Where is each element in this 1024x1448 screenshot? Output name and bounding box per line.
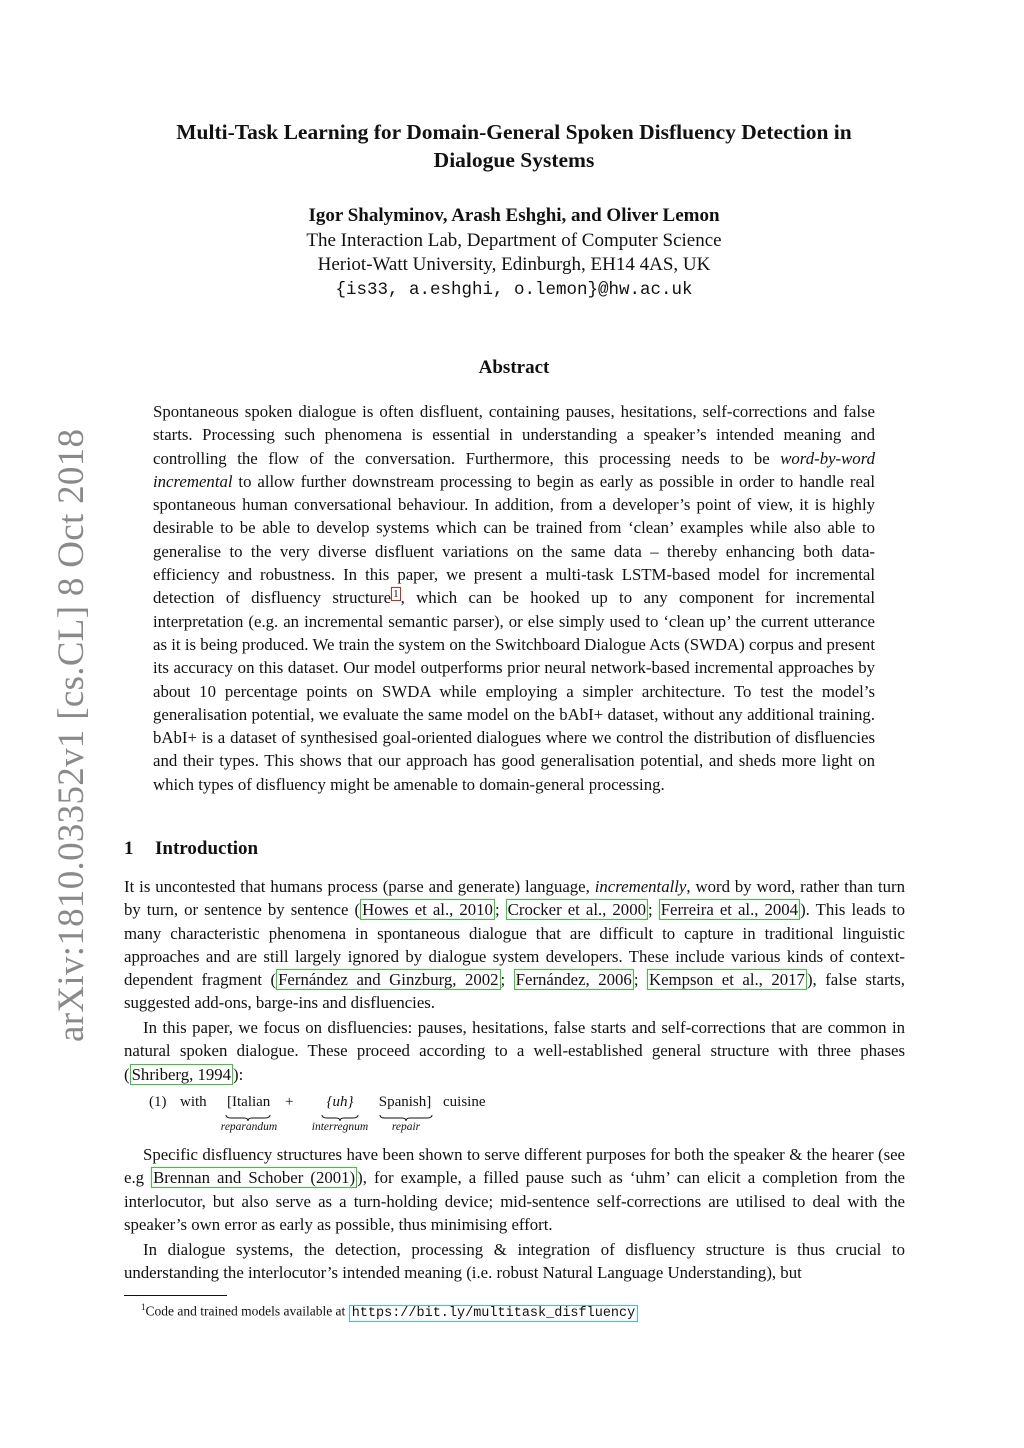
- citation-link[interactable]: Brennan and Schober (2001): [153, 1168, 356, 1188]
- footnote-divider: [124, 1295, 227, 1296]
- text: ), false starts, suggested add-ons, barge-ins and disfluencies.: [124, 970, 905, 1013]
- text: It is uncontested that humans process (parse and generate) language,: [124, 877, 595, 896]
- text: ;: [633, 970, 647, 990]
- repair-segment: Spanish]: [378, 1094, 432, 1110]
- footnote-link[interactable]: 1: [393, 588, 399, 601]
- interregnum-segment: {uh}: [326, 1094, 354, 1110]
- abstract-text-1: Spontaneous spoken dialogue is often disfluent, containing pauses, hesitations, self-corrections and false starts. Processing such phenomena is essential in understanding a speaker’s intended meaning and controlling the flow of the conversation. Furthermore, this processing needs to be: [153, 402, 875, 468]
- citation-link[interactable]: Shriberg, 1994: [131, 1064, 232, 1084]
- text: Specific disfluency structures have been shown to serve different purposes for both the speaker & the hearer (see e.g: [124, 1145, 905, 1188]
- text: In this paper, we focus on disfluencies: pauses, hesitations, false starts and self-corrections that are common in natural spoken dialogue. These proceed according to a well-established general structure with three phases (: [124, 1018, 905, 1084]
- text: , word by word, rather than turn by turn, or sentence by sentence (: [124, 877, 905, 920]
- abstract-text-3: , which can be hooked up to any component for incremental interpretation (e.g. an incremental semantic parser), or else simply used to ‘clean up’ the current utterance as it is being produced. We train the system on the Switchboard Dialogue Acts (SWDA) corpus and present its accuracy on this dataset. Our model outperforms prior neural network-based incremental approaches by about 10 percentage points on SWDA while employing a simpler architecture. To test the model’s generalisation potential, we evaluate the same model on the bAbI+ dataset, without any additional training. bAbI+ is a dataset of synthesised goal-oriented dialogues where we control the distribution of disfluencies and their types. This shows that our approach has good generalisation potential, and sheds more light on which types of disfluency might be amenable to domain-general processing.: [153, 588, 875, 794]
- section-heading-introduction: [124, 838, 258, 860]
- intro-paragraph-3: [124, 1143, 905, 1236]
- intro-paragraph-2: [124, 1016, 905, 1086]
- footnote: [141, 1297, 638, 1324]
- author-names: Igor Shalyminov, Arash Eshghi, and Oliver Lemon: [308, 205, 720, 226]
- example-disfluency: [149, 1090, 649, 1140]
- paper-title: [118, 118, 910, 174]
- reparandum-segment: [Italian: [227, 1094, 271, 1110]
- citation-link[interactable]: Fernández and Ginzburg, 2002: [278, 970, 499, 990]
- intro-paragraph-4: In dialogue systems, the detection, processing & integration of disfluency structure is thus crucial to understanding the interlocutor’s intended meaning (i.e. robust Natural Language Understanding), but: [124, 1240, 905, 1283]
- label-interregnum: interregnum: [311, 1121, 369, 1133]
- affiliation-line-1: The Interaction Lab, Department of Computer Science: [306, 229, 722, 251]
- author-emails: {is33, a.eshghi, o.lemon}@hw.ac.uk: [335, 279, 693, 300]
- example-number: (1): [149, 1094, 167, 1110]
- text: ;: [494, 900, 506, 920]
- arxiv-identifier: arXiv:1810.03352v1 [cs.CL] 8 Oct 2018: [51, 428, 92, 1042]
- footnote-mark: 1: [141, 1302, 146, 1312]
- title-line-1: Multi-Task Learning for Domain-General Spoken Disfluency Detection in: [176, 120, 852, 144]
- author-block: [118, 204, 910, 302]
- section-number: 1: [124, 838, 134, 859]
- affiliation-line-2: Heriot-Watt University, Edinburgh, EH14 4AS, UK: [317, 254, 711, 275]
- emphasis: incrementally: [594, 877, 687, 896]
- example-word: with: [180, 1094, 207, 1110]
- intro-paragraph-1: [124, 875, 905, 1015]
- abstract-emphasis: word-by-word incremental: [153, 448, 875, 491]
- citation-link[interactable]: Crocker et al., 2000: [507, 900, 646, 920]
- text: ):: [233, 1064, 244, 1084]
- abstract-text-2: to allow further downstream processing to begin as early as possible in order to handle real spontaneous human conversational behaviour. In addition, from a developer’s point of view, it is highly desirable to be able to develop systems which can be trained from ‘clean’ examples while also able to generalise to the very diverse disfluent variations on the same data – thereby enhancing both data-efficiency and robustness. In this paper, we present a multi-task LSTM-based model for incremental detection of disfluency structure: [153, 471, 875, 608]
- label-reparandum: reparandum: [220, 1121, 278, 1133]
- citation-link[interactable]: Fernández, 2006: [515, 970, 632, 990]
- citation-link[interactable]: Ferreira et al., 2004: [660, 900, 799, 920]
- citation-link[interactable]: Howes et al., 2010: [362, 900, 493, 920]
- text: ;: [647, 900, 659, 920]
- text: ), for example, a filled pause such as ‘uhm’ can elicit a completion from the interlocutor, but also serve as a turn-holding device; mid-sentence self-corrections are utilised to deal with the speaker’s own error as early as possible, thus minimising effort.: [124, 1168, 905, 1234]
- abstract-body: [153, 400, 875, 796]
- footnote-text: Code and trained models available at: [145, 1303, 349, 1319]
- example-word: cuisine: [443, 1094, 486, 1110]
- title-line-2: Dialogue Systems: [433, 148, 595, 172]
- citation-link[interactable]: Kempson et al., 2017: [648, 970, 805, 990]
- example-plus: +: [285, 1094, 294, 1110]
- section-title: Introduction: [155, 838, 259, 859]
- text: ). This leads to many characteristic phenomena in spontaneous dialogue that are difficult to capture in traditional linguistic approaches and are still largely ignored by dialogue system developers. These include various kinds of context-dependent fragment (: [124, 900, 906, 990]
- abstract-heading: Abstract: [478, 357, 550, 378]
- label-repair: repair: [391, 1121, 421, 1133]
- code-url-link[interactable]: https://bit.ly/multitask_disfluency: [349, 1305, 639, 1322]
- text: ;: [500, 970, 514, 990]
